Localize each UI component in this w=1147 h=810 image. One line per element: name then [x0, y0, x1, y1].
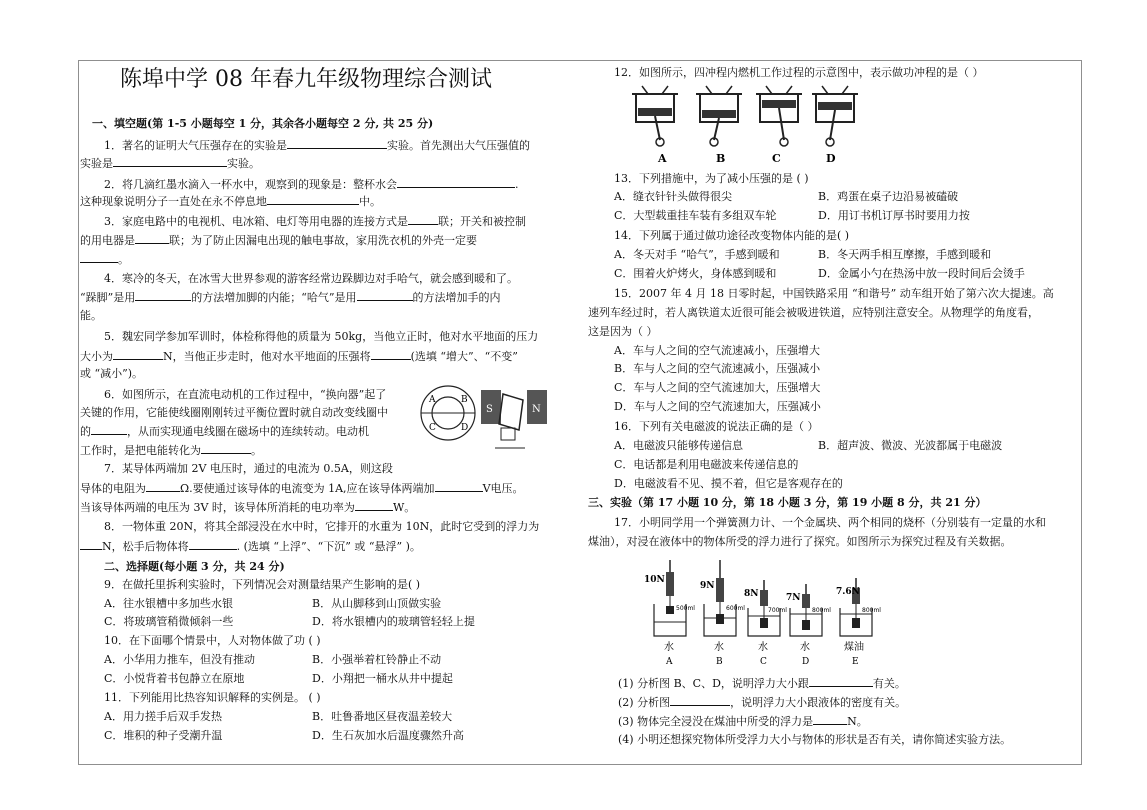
q6-line3: 的 ，从而实现通电线圈在磁场中的连续转动。电动机: [80, 425, 369, 438]
q15-line1: 15．2007 年 4 月 18 日零时起，中国铁路采用 “和谐号” 动车组开始了第六次大提速。高: [614, 287, 1054, 300]
q1-line2: 实验是 实验。: [80, 157, 260, 170]
q11-option-d: D．生石灰加水后温度骤然升高: [312, 729, 464, 742]
setup-label-e: E: [852, 657, 859, 666]
q11-stem: 11．下列能用比热容知识解释的实例是。 ( ): [104, 691, 321, 704]
motor-label-b: B: [461, 395, 468, 405]
q5-line1: 5．魏宏同学参加军训时，体检称得他的质量为 50kg，当他立正时，他对水平地面的压力: [104, 330, 539, 343]
q7-line3: 当该导体两端的电压为 3V 时，该导体所消耗的电功率为 W。: [80, 501, 416, 514]
q8-line2: N，松手后物体将 . (选填 “上浮”、“下沉” 或 “悬浮” )。: [80, 539, 421, 554]
motor-label-a: A: [429, 395, 436, 405]
q10-option-d: D．小翔把一桶水从井中提起: [312, 672, 453, 685]
q13-option-c: C．大型载重挂车装有多组双车轮: [614, 209, 777, 222]
volume-c: 700ml: [768, 607, 787, 614]
setup-a: [654, 560, 686, 636]
liquid-d: 水: [800, 642, 810, 653]
q15-option-b: B．车与人之间的空气流速减小，压强减小: [614, 362, 821, 375]
engine-label-c: C: [772, 152, 781, 165]
engine-a: [632, 86, 678, 146]
engine-label-b: B: [716, 152, 726, 165]
q7-line1: 7．某导体两端加 2V 电压时，通过的电流为 0.5A，则这段: [104, 462, 393, 475]
q3-line2: 的用电器是 联；为了防止因漏电出现的触电事故，家用洗衣机的外壳一定要: [80, 234, 477, 247]
liquid-b: 水: [714, 642, 724, 653]
q10-stem: 10．在下面哪个情景中，人对物体做了功 ( ): [104, 634, 321, 647]
q11-option-b: B．吐鲁番地区昼夜温差较大: [312, 710, 453, 723]
q9-option-a: A．往水银槽中多加些水银: [104, 597, 233, 610]
page-title: 陈埠中学 08 年春九年级物理综合测试: [120, 67, 492, 92]
q11-option-a: A．用力搓手后双手发热: [104, 710, 222, 723]
q3-line1: 3．家庭电路中的电视机、电冰箱、电灯等用电器的连接方式是 联；开关和被控制: [104, 215, 526, 228]
q15-option-a: A．车与人之间的空气流速减小，压强增大: [614, 344, 820, 357]
q14-stem: 14．下列属于通过做功途径改变物体内能的是( ): [614, 229, 850, 242]
q14-option-d: D．金属小勺在热汤中放一段时间后会烫手: [818, 267, 1025, 280]
q2-line2: 这种现象说明分子一直处在永不停息地 中。: [80, 195, 381, 208]
q13-option-d: D．用订书机订厚书时要用力按: [818, 209, 970, 222]
setup-label-d: D: [802, 657, 810, 666]
q12-stem: 12．如图所示，四冲程内燃机工作过程的示意图中，表示做功冲程的是（ ）: [614, 66, 984, 79]
section-choice: 二、选择题(每小题 3 分，共 24 分): [104, 560, 285, 573]
force-e: 7.6N: [836, 587, 860, 597]
buoyancy-figure: [640, 560, 890, 666]
q16-option-d: D．电磁波看不见、摸不着，但它是客观存在的: [614, 477, 843, 490]
engine-label-a: A: [658, 152, 667, 165]
q3-line3: 。: [80, 252, 129, 267]
force-a: 10N: [644, 575, 665, 585]
magnet-s-label: S: [486, 404, 493, 415]
q4-line3: 能。: [80, 309, 102, 322]
q14-option-c: C．围着火炉烤火，身体感到暖和: [614, 267, 777, 280]
engine-strokes-figure: [630, 82, 870, 166]
q17-sub4: (4) 小明还想探究物体所受浮力大小与物体的形状是否有关，请你简述实验方法。: [618, 733, 1012, 746]
volume-a: 500ml: [676, 605, 695, 612]
q13-stem: 13．下列措施中，为了减小压强的是 ( ): [614, 172, 809, 185]
q4-line2: “跺脚”是用 的方法增加脚的内能；“哈气”是用 的方法增加手的内: [80, 291, 501, 304]
section-experiment: 三、实验（第 17 小题 10 分，第 18 小题 3 分，第 19 小题 8 分，共 21 分）: [588, 496, 987, 509]
q13-option-b: B．鸡蛋在桌子边沿易被磕破: [818, 190, 959, 203]
q9-option-b: B．从山脚移到山顶做实验: [312, 597, 442, 610]
section-fill-in: 一、填空题(第 1-5 小题每空 1 分，其余各小题每空 2 分, 共 25 分): [92, 117, 434, 130]
q2-line1: 2．将几滴红墨水滴入一杯水中，观察到的现象是：整杯水会 .: [104, 178, 519, 191]
q15-line3: 这是因为（ ）: [588, 325, 658, 338]
motor-label-c: C: [429, 423, 436, 433]
q16-option-c: C．电话都是利用电磁波来传递信息的: [614, 458, 799, 471]
q9-option-d: D．将水银槽内的玻璃管轻轻上提: [312, 615, 475, 628]
q16-option-a: A．电磁波只能够传递信息: [614, 439, 743, 452]
force-c: 8N: [744, 589, 759, 599]
magnet-n-label: N: [532, 404, 541, 415]
setup-b: [704, 560, 736, 636]
q15-line2: 速列车经过时，若人离铁道太近很可能会被吸进铁道，应特别注意安全。从物理学的角度看，: [588, 306, 1039, 319]
liquid-c: 水: [758, 642, 768, 653]
q11-option-c: C．堆积的种子受潮升温: [104, 729, 223, 742]
liquid-e: 煤油: [844, 642, 864, 653]
q6-line1: 6．如图所示，在直流电动机的工作过程中，“换向器”起了: [104, 388, 387, 401]
q7-line2: 导体的电阻为 Ω.要使通过该导体的电流变为 1A,应在该导体两端加 V电压。: [80, 482, 524, 495]
coil: [499, 394, 523, 430]
q5-line3: 或 “减小”)。: [80, 367, 144, 380]
q15-option-c: C．车与人之间的空气流速加大，压强增大: [614, 381, 821, 394]
q10-option-b: B．小强举着杠铃静止不动: [312, 653, 442, 666]
engine-label-d: D: [826, 152, 836, 165]
q17-sub3: (3) 物体完全浸没在煤油中所受的浮力是 N。: [618, 715, 868, 728]
q4-line1: 4．寒冷的冬天，在冰雪大世界参观的游客经常边跺脚边对手哈气，就会感到暖和了。: [104, 272, 518, 285]
volume-e: 800ml: [862, 607, 881, 614]
q15-option-d: D．车与人之间的空气流速加大，压强减小: [614, 400, 821, 413]
q8-line1: 8．一物体重 20N，将其全部浸没在水中时，它排开的水重为 10N，此时它受到的浮力为: [104, 520, 540, 533]
q9-option-c: C．将玻璃管稍微倾斜一些: [104, 615, 234, 628]
engine-d: [812, 86, 858, 146]
brush: [501, 428, 515, 440]
engine-c: [756, 86, 802, 146]
q5-line2: 大小为 N，当他正步走时，他对水平地面的压强将 (选填 “增大”、“不变”: [80, 350, 518, 363]
q6-line2: 关键的作用，它能使线圈刚刚转过平衡位置时就自动改变线圈中: [80, 406, 388, 419]
engine-b: [696, 86, 742, 146]
setup-label-b: B: [716, 657, 723, 666]
motor-label-d: D: [461, 423, 469, 433]
q16-option-b: B．超声波、微波、光波都属于电磁波: [818, 439, 1003, 452]
q10-option-a: A．小华用力推车，但没有推动: [104, 653, 255, 666]
q6-line4: 工作时，是把电能转化为 。: [80, 444, 262, 457]
volume-b: 600ml: [726, 605, 745, 612]
motor-figure: [415, 380, 550, 455]
force-d: 7N: [786, 593, 801, 603]
q14-option-a: A．冬天对手 “哈气”，手感到暖和: [614, 248, 780, 261]
q17-line1: 17．小明同学用一个弹簧测力计、一个金属块、两个相同的烧杯（分别装有一定量的水和: [614, 516, 1046, 529]
volume-d: 800ml: [812, 607, 831, 614]
q10-option-c: C．小悦背着书包静立在原地: [104, 672, 245, 685]
q13-option-a: A．缝衣针针头做得很尖: [614, 190, 732, 203]
setup-label-c: C: [760, 657, 767, 666]
setup-label-a: A: [666, 657, 673, 666]
liquid-a: 水: [664, 642, 674, 653]
force-b: 9N: [700, 581, 715, 591]
q1-line1: 1．著名的证明大气压强存在的实验是 实验。首先测出大气压强值的: [104, 139, 530, 152]
q9-stem: 9．在做托里拆利实验时，下列情况会对测量结果产生影响的是( ): [104, 578, 421, 591]
q17-sub2: (2) 分析图 ，说明浮力大小跟液体的密度有关。: [618, 696, 907, 709]
q17-sub1: (1) 分析图 B、C、D，说明浮力大小跟 有关。: [618, 677, 906, 690]
q17-line2: 煤油），对浸在液体中的物体所受的浮力进行了探究。如图所示为探究过程及有关数据。: [588, 535, 1012, 548]
q16-stem: 16．下列有关电磁波的说法正确的是（ ）: [614, 420, 819, 433]
q14-option-b: B．冬天两手相互摩擦，手感到暖和: [818, 248, 992, 261]
